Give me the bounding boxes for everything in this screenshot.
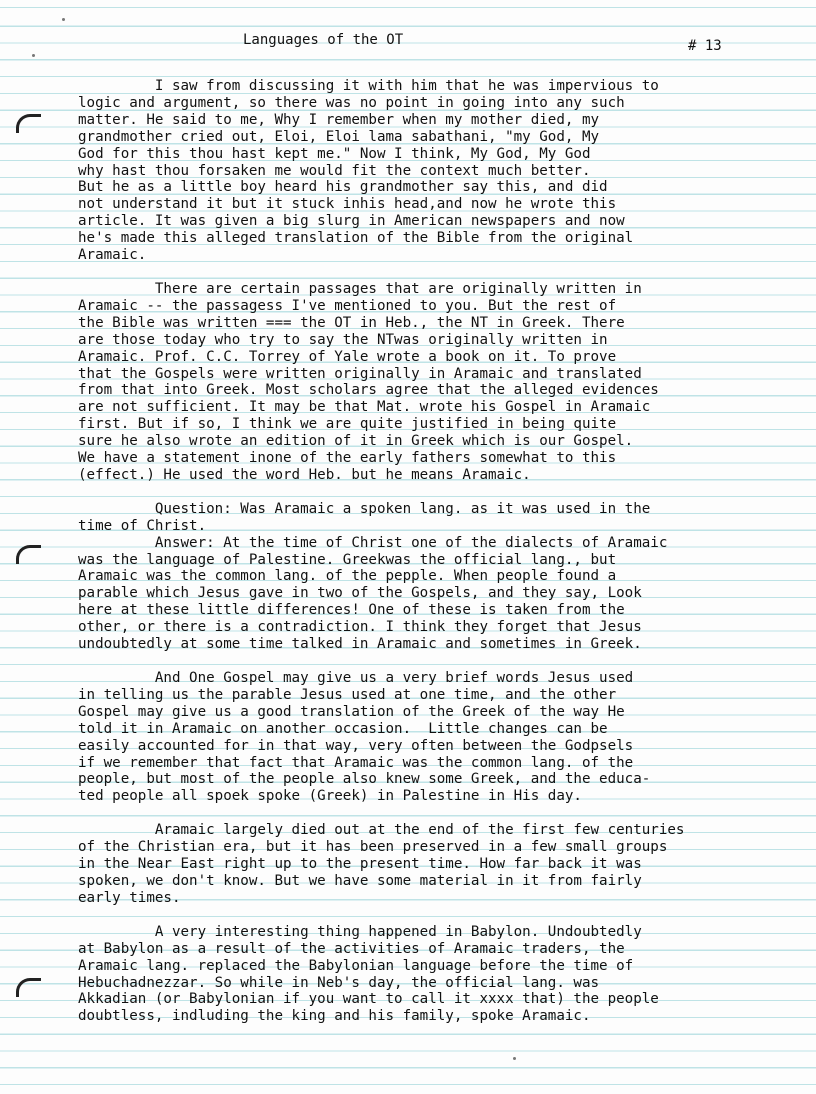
text-line: And One Gospel may give us a very brief words Jesus used — [78, 670, 634, 686]
text-line: logic and argument, so there was no point in going into any such — [78, 94, 625, 111]
paragraph — [78, 822, 798, 907]
text-line: was the language of Palestine. Greekwas the official lang., but — [78, 551, 617, 568]
paper-speck — [32, 54, 35, 57]
paper-speck — [62, 18, 65, 21]
text-line: undoubtedly at some time talked in Aramaic and sometimes in Greek. — [78, 636, 642, 653]
text-line: early times. — [78, 889, 181, 906]
text-line: I saw from discussing it with him that he was impervious to — [78, 78, 659, 94]
text-line: if we remember that fact that Aramaic was the common lang. of the — [78, 754, 634, 771]
text-line: doubtless, indluding the king and his family, spoke Aramaic. — [78, 1008, 591, 1025]
text-line: There are certain passages that are originally written in — [78, 280, 642, 297]
paragraph-gap — [78, 264, 798, 281]
text-line: here at these little differences! One of these is taken from the — [78, 602, 625, 619]
document-title: Languages of the OT — [243, 32, 404, 48]
text-line: But he as a little boy heard his grandmother say this, and did — [78, 179, 608, 196]
text-line: Aramaic lang. replaced the Babylonian language before the time of — [78, 957, 634, 974]
text-line: Aramaic was the common lang. of the pepple. When people found a — [78, 568, 617, 585]
text-line: Answer: At the time of Christ one of the dialects of Aramaic — [78, 534, 668, 551]
binder-hole-mark — [16, 545, 41, 564]
text-line: Aramaic largely died out at the end of the first few centuries — [78, 822, 685, 839]
paragraph-gap — [78, 805, 798, 822]
text-line: Aramaic. Prof. C.C. Torrey of Yale wrote a book on it. To prove — [78, 348, 617, 365]
text-line: told it in Aramaic on another occasion. Little changes can be — [78, 720, 608, 737]
text-line: grandmother cried out, Eloi, Eloi lama sabathani, "my God, My — [78, 128, 600, 145]
text-line: A very interesting thing happened in Babylon. Undoubtedly — [78, 923, 642, 940]
page-number: # 13 — [688, 38, 722, 54]
text-line: are not sufficient. It may be that Mat. wrote his Gospel in Aramaic — [78, 399, 651, 416]
text-line: easily accounted for in that way, very often between the Godpsels — [78, 737, 634, 754]
paragraph — [78, 670, 798, 805]
text-line: article. It was given a big slurg in American newspapers and now — [78, 213, 625, 230]
text-line: time of Christ. — [78, 517, 207, 534]
text-line: We have a statement inone of the early fathers somewhat to this — [78, 450, 617, 467]
text-line: matter. He said to me, Why I remember when my mother died, my — [78, 111, 600, 128]
text-line: other, or there is a contradiction. I think they forget that Jesus — [78, 619, 642, 636]
text-line: Akkadian (or Babylonian if you want to call it xxxx that) the people — [78, 991, 659, 1008]
binder-hole-mark — [16, 114, 41, 133]
text-line: (effect.) He used the word Heb. but he means Aramaic. — [78, 466, 531, 483]
text-line: ted people all spoek spoke (Greek) in Palestine in His day. — [78, 788, 582, 805]
text-line: in telling us the parable Jesus used at one time, and the other — [78, 686, 617, 703]
text-line: at Babylon as a result of the activities of Aramaic traders, the — [78, 940, 625, 957]
text-line: that the Gospels were written originally in Aramaic and translated — [78, 365, 642, 382]
text-line: Gospel may give us a good translation of the Greek of the way He — [78, 703, 625, 720]
text-line: in the Near East right up to the present time. How far back it was — [78, 856, 642, 873]
text-line: Hebuchadnezzar. So while in Neb's day, the official lang. was — [78, 974, 600, 991]
text-line: Question: Was Aramaic a spoken lang. as it was used in the — [78, 500, 651, 517]
text-line: Aramaic -- the passagess I've mentioned to you. But the rest of — [78, 297, 617, 314]
text-line: from that into Greek. Most scholars agree that the alleged evidences — [78, 382, 659, 399]
text-line: of the Christian era, but it has been preserved in a few small groups — [78, 839, 668, 856]
document-body — [78, 78, 798, 1025]
paragraph — [78, 501, 798, 653]
paragraph — [78, 281, 798, 484]
text-line: people, but most of the people also knew some Greek, and the educa- — [78, 771, 651, 788]
text-line: are those today who try to say the NTwas originally written in — [78, 331, 608, 348]
paragraph — [78, 78, 798, 264]
paragraph — [78, 924, 798, 1025]
paper-speck — [513, 1057, 516, 1060]
text-line: parable which Jesus gave in two of the Gospels, and they say, Look — [78, 585, 642, 602]
text-line: not understand it but it stuck inhis head,and now he wrote this — [78, 196, 617, 213]
paragraph-gap — [78, 653, 798, 670]
binder-hole-mark — [16, 978, 41, 997]
text-line: why hast thou forsaken me would fit the context much better. — [78, 162, 591, 179]
text-line: God for this thou hast kept me." Now I think, My God, My God — [78, 145, 591, 162]
text-line: first. But if so, I think we are quite justified in being quite — [78, 416, 617, 433]
paragraph-gap — [78, 484, 798, 501]
text-line: Aramaic. — [78, 247, 147, 264]
paragraph-gap — [78, 907, 798, 924]
text-line: he's made this alleged translation of the Bible from the original — [78, 230, 634, 247]
text-line: the Bible was written === the OT in Heb., the NT in Greek. There — [78, 314, 625, 331]
text-line: sure he also wrote an edition of it in Greek which is our Gospel. — [78, 433, 634, 450]
text-line: spoken, we don't know. But we have some material in it from fairly — [78, 872, 642, 889]
